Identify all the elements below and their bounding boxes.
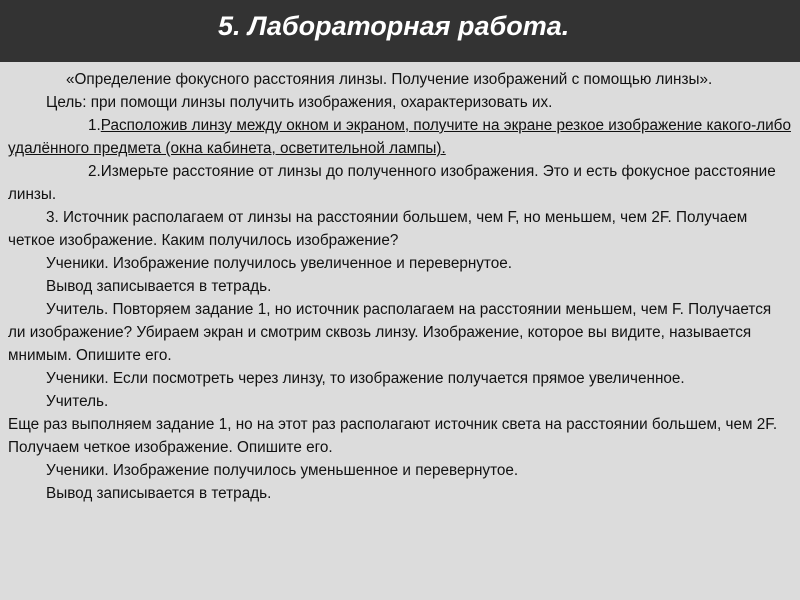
lab-goal: Цель: при помощи линзы получить изображения, охарактеризовать их. <box>46 94 553 111</box>
title-bar <box>0 0 800 62</box>
step-2: 2.Измерьте расстояние от линзы до полученного изображения. Это и есть фокусное расстояние линзы. <box>8 163 776 203</box>
step-1-number: 1. <box>88 117 101 134</box>
students-answer-1: Ученики. Изображение получилось увеличенное и перевернутое. <box>46 255 513 272</box>
conclusion-1: Вывод записывается в тетрадь. <box>46 278 272 295</box>
conclusion-2: Вывод записывается в тетрадь. <box>46 485 272 502</box>
text-panel <box>0 62 800 600</box>
step-1 <box>8 114 792 160</box>
teacher-label: Учитель. <box>46 393 109 410</box>
students-answer-2: Ученики. Если посмотреть через линзу, то изображение получается прямое увеличенное. <box>46 370 685 387</box>
teacher-task-1: Учитель. Повторяем задание 1, но источник располагаем на расстоянии меньшем, чем F. Получается ли изображение? Убираем экран и смотрим сквозь линзу. Изображение, которое вы видите, называется мнимым. Опишите его. <box>8 301 772 364</box>
lab-topic: «Определение фокусного расстояния линзы. Получение изображений с помощью линзы». <box>66 71 713 88</box>
step-3: 3. Источник располагаем от линзы на расстоянии большем, чем F, но меньшем, чем 2F. Получаем четкое изображение. Каким получилось изображение? <box>8 209 748 249</box>
body-text <box>8 68 792 505</box>
step-1-text: Расположив линзу между окном и экраном, получите на экране резкое изображение какого-либо удалённого предмета (окна кабинета, осветительной лампы). <box>8 117 791 157</box>
slide-title: 5. Лабораторная работа. <box>218 11 570 41</box>
students-answer-3: Ученики. Изображение получилось уменьшенное и перевернутое. <box>46 462 519 479</box>
teacher-task-2: Еще раз выполняем задание 1, но на этот раз располагают источник света на расстоянии большем, чем 2F. Получаем четкое изображение. Опишите его. <box>8 416 778 456</box>
